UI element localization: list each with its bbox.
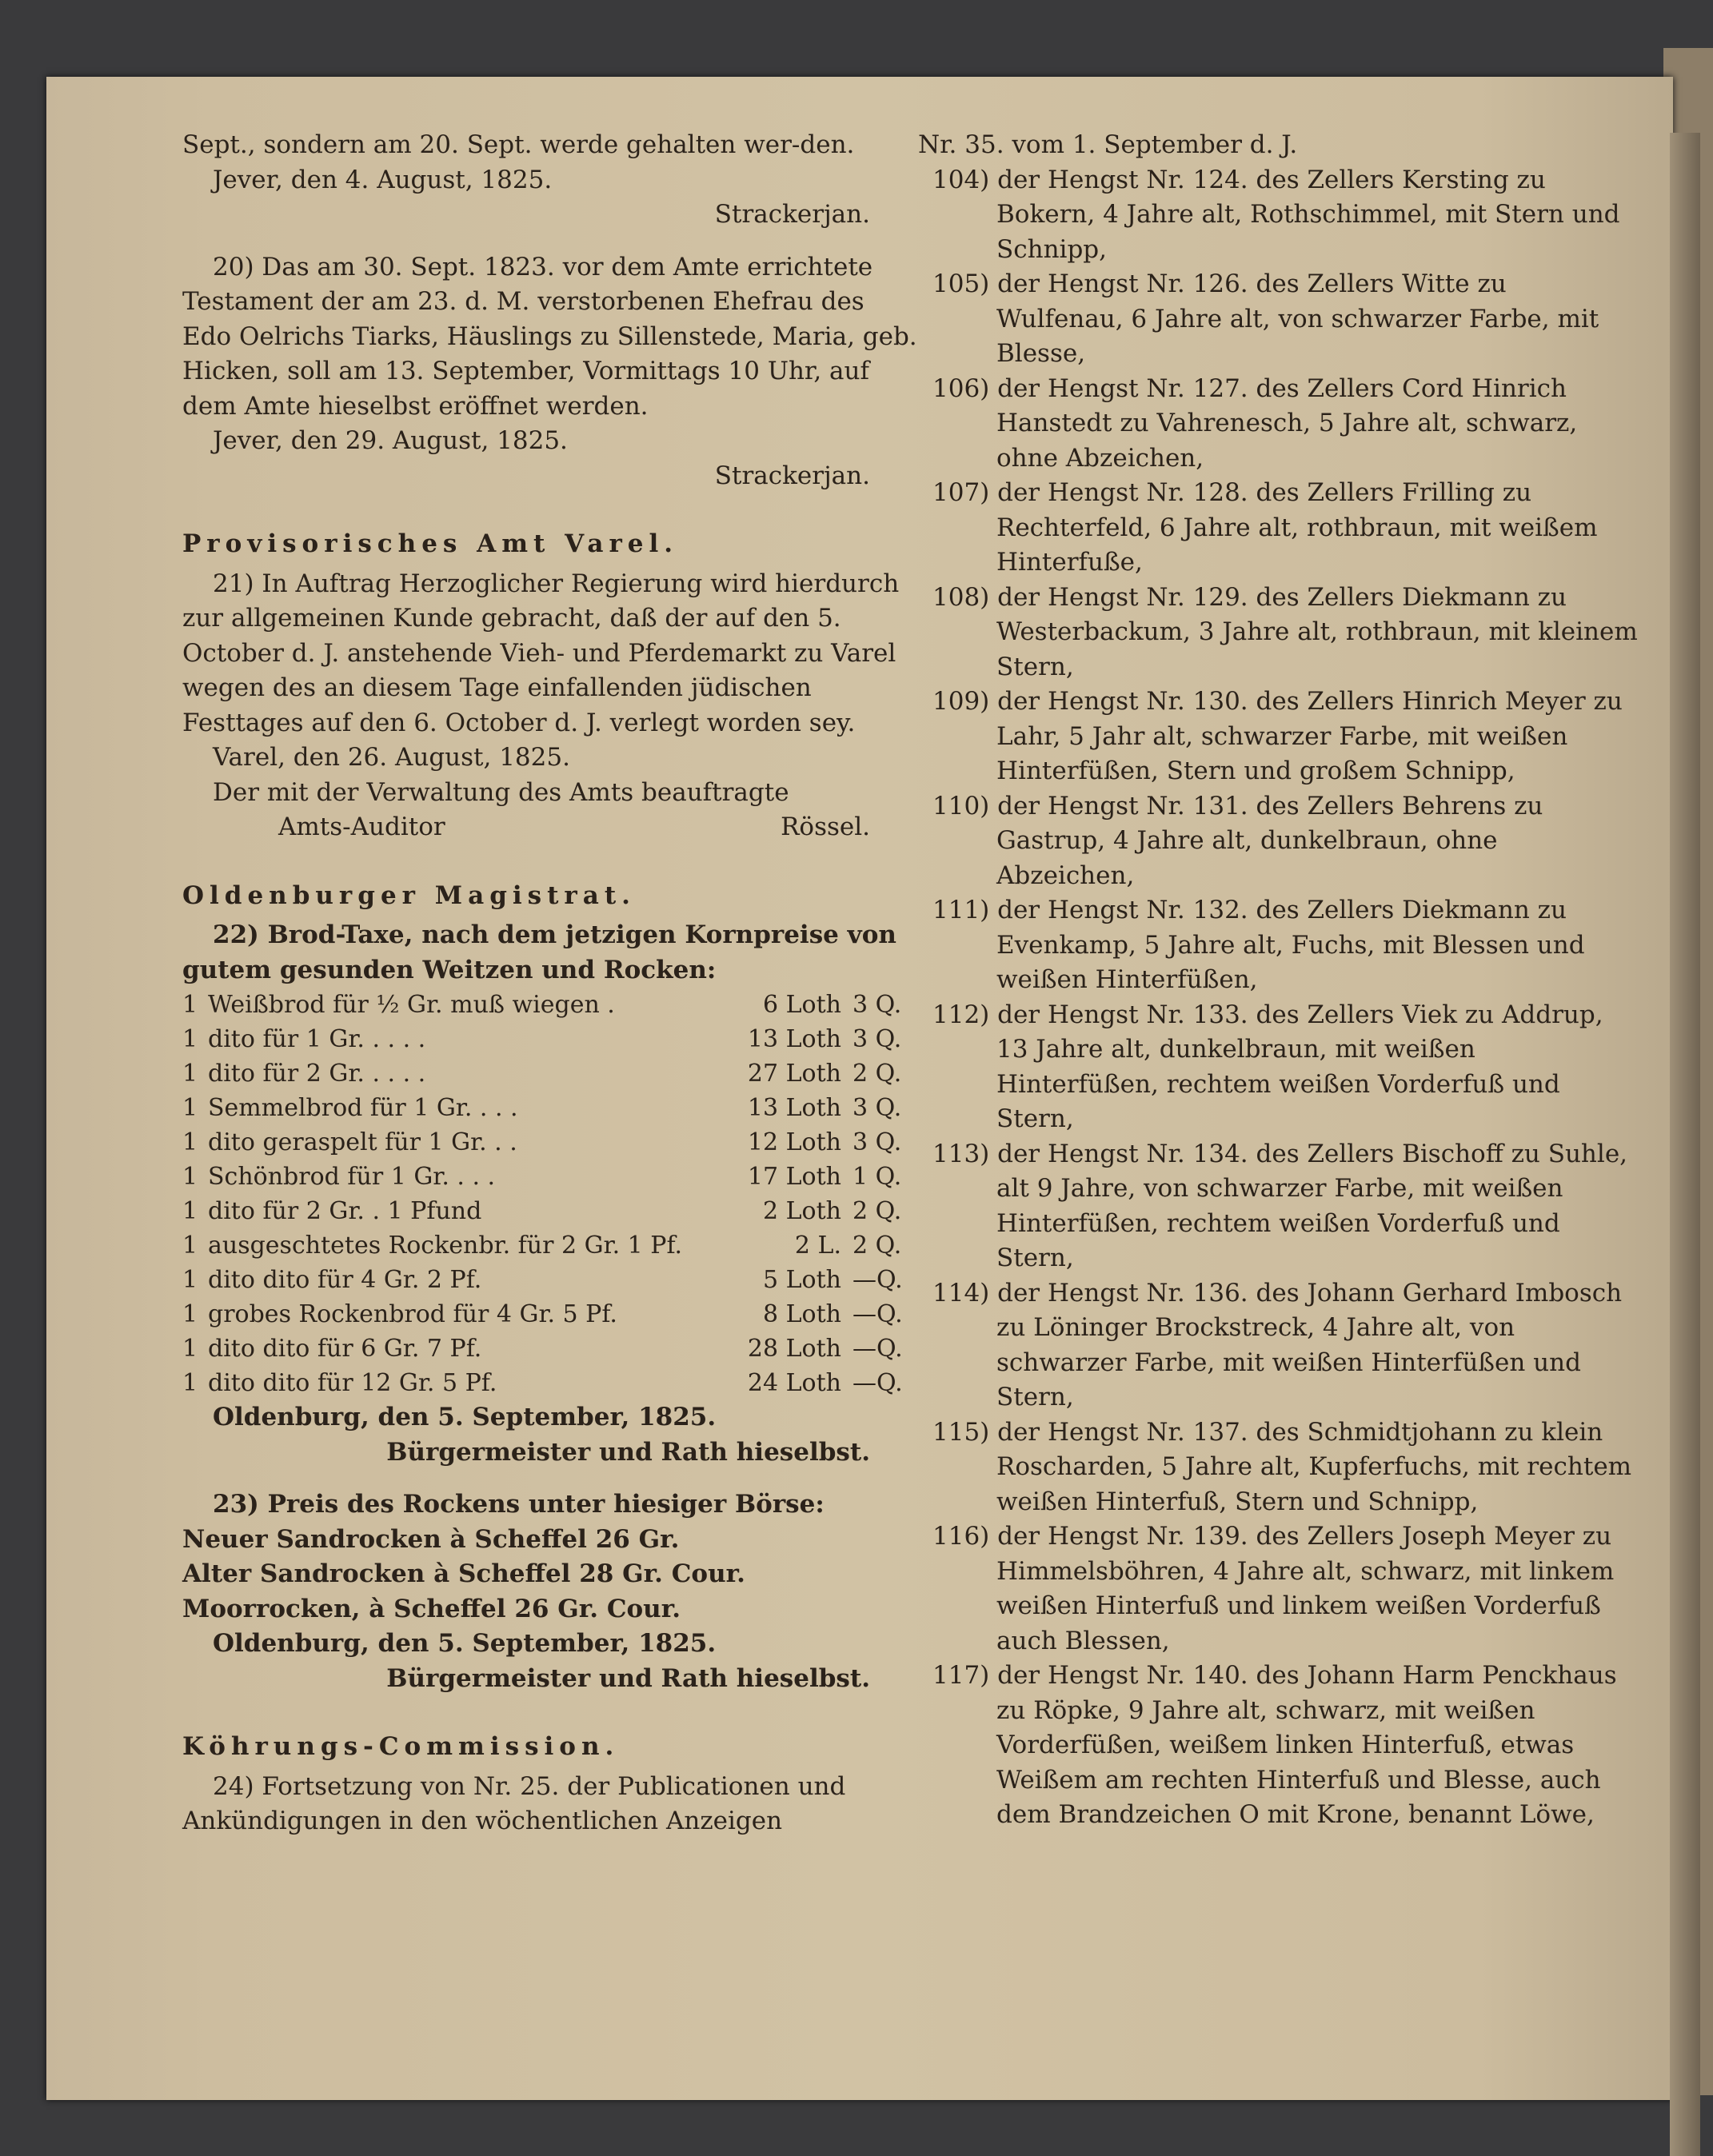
paragraph-19-end: Sept., sondern am 20. Sept. werde gehalten wer-den. [182, 130, 855, 159]
price-line: Neuer Sandrocken à Scheffel 26 Gr. [182, 1524, 680, 1554]
table-cell-weight: 27 Loth [747, 1060, 841, 1088]
signature-name: Rössel. [781, 812, 870, 841]
section-heading: Provisorisches Amt Varel. [182, 529, 679, 558]
list-item: 116) der Hengst Nr. 139. des Zellers Joseph Meyer zu Himmelsböhren, 4 Jahre alt, schwarz, mit linkem weißen Hinterfuß und linkem weißen Vorderfuß auch Blessen, [932, 1522, 1615, 1655]
price-line: Alter Sandrocken à Scheffel 28 Gr. Cour. [182, 1559, 745, 1588]
table-cell-n: 1 [182, 1266, 198, 1294]
table-cell-n: 1 [182, 991, 198, 1019]
table-cell-weight: 28 Loth [747, 1335, 841, 1363]
dateline: Oldenburg, den 5. September, 1825. [213, 1403, 717, 1431]
table-cell-item: dito für 2 Gr. . . . . [208, 1060, 426, 1088]
table-cell-item: Semmelbrod für 1 Gr. . . . [208, 1094, 518, 1122]
table-cell-n: 1 [182, 1094, 198, 1122]
table-cell-weight: 2 L. [794, 1232, 841, 1260]
table-cell-n: 1 [182, 1335, 198, 1363]
table-cell-item: dito geraspelt für 1 Gr. . . [208, 1128, 517, 1156]
table-cell-weight: 8 Loth [763, 1300, 841, 1328]
signature-line: Der mit der Verwaltung des Amts beauftragte [213, 777, 789, 807]
table-row [182, 1228, 918, 1263]
paragraph-22: 22) Brod-Taxe, nach dem jetzigen Kornpreise von gutem gesunden Weitzen und Rocken: [182, 920, 896, 984]
table-cell-n: 1 [182, 1300, 198, 1328]
table-cell-weight: 12 Loth [747, 1128, 841, 1156]
list-item: 107) der Hengst Nr. 128. des Zellers Frilling zu Rechterfeld, 6 Jahre alt, rothbraun, mit weißem Hinterfuße, [932, 478, 1598, 577]
list-item: 113) der Hengst Nr. 134. des Zellers Bischoff zu Suhle, alt 9 Jahre, von schwarzer Farbe, mit weißen Hinterfüßen, rechtem weißen Vorderfuß und Stern, [932, 1139, 1628, 1272]
table-row [182, 1297, 918, 1332]
dateline: Jever, den 29. August, 1825. [213, 426, 568, 455]
table-row [182, 1263, 918, 1297]
table-cell-q: —Q. [853, 1369, 903, 1397]
table-cell-n: 1 [182, 1025, 198, 1053]
list-item: 104) der Hengst Nr. 124. des Zellers Kersting zu Bokern, 4 Jahre alt, Rothschimmel, mit Stern und Schnipp, [932, 165, 1620, 264]
table-row [182, 1091, 918, 1125]
table-cell-q: 3 Q. [853, 1025, 902, 1053]
table-cell-weight: 5 Loth [763, 1266, 841, 1294]
table-cell-weight: 13 Loth [747, 1025, 841, 1053]
table-cell-n: 1 [182, 1163, 198, 1191]
table-row [182, 1332, 918, 1366]
list-item: 110) der Hengst Nr. 131. des Zellers Behrens zu Gastrup, 4 Jahre alt, dunkelbraun, ohne Abzeichen, [932, 791, 1543, 890]
dateline: Jever, den 4. August, 1825. [213, 165, 553, 194]
signature: Strackerjan. [714, 461, 870, 490]
table-cell-n: 1 [182, 1128, 198, 1156]
right-column [918, 128, 1638, 1833]
table-cell-q: 1 Q. [853, 1163, 902, 1191]
signature-row [182, 810, 918, 845]
signature: Bürgermeister und Rath hieselbst. [386, 1437, 870, 1467]
table-cell-item: dito für 2 Gr. . 1 Pfund [208, 1197, 482, 1225]
table-cell-item: grobes Rockenbrod für 4 Gr. 5 Pf. [208, 1300, 617, 1328]
list-item: 111) der Hengst Nr. 132. des Zellers Diekmann zu Evenkamp, 5 Jahre alt, Fuchs, mit Blessen und weißen Hinterfüßen, [932, 896, 1585, 994]
table-cell-q: 2 Q. [853, 1060, 902, 1088]
table-cell-item: Schönbrod für 1 Gr. . . . [208, 1163, 496, 1191]
table-row [182, 1194, 918, 1228]
table-cell-item: Weißbrod für ½ Gr. muß wiegen . [208, 991, 615, 1019]
table-cell-q: 3 Q. [853, 1128, 902, 1156]
list-item: 115) der Hengst Nr. 137. des Schmidtjohann zu klein Roscharden, 5 Jahre alt, Kupferfuchs, mit rechtem weißen Hinterfuß, Stern und Schnipp, [932, 1417, 1632, 1516]
table-row [182, 1125, 918, 1160]
list-item: 114) der Hengst Nr. 136. des Johann Gerhard Imbosch zu Löninger Brockstreck, 4 Jahre alt, von schwarzer Farbe, mit weißen Hinterfüßen und Stern, [932, 1278, 1623, 1411]
table-cell-q: —Q. [853, 1300, 903, 1328]
price-line: Moorrocken, à Scheffel 26 Gr. Cour. [182, 1594, 681, 1623]
dateline: Oldenburg, den 5. September, 1825. [213, 1629, 717, 1658]
list-item: 109) der Hengst Nr. 130. des Zellers Hinrich Meyer zu Lahr, 5 Jahr alt, schwarzer Farbe, mit weißen Hinterfüßen, Stern und großem Schnipp, [932, 687, 1623, 785]
table-cell-n: 1 [182, 1060, 198, 1088]
table-cell-weight: 17 Loth [747, 1163, 841, 1191]
signature: Bürgermeister und Rath hieselbst. [386, 1663, 870, 1693]
table-cell-weight: 13 Loth [747, 1094, 841, 1122]
left-column [182, 128, 918, 1839]
horse-list [918, 163, 1638, 1833]
dateline: Varel, den 26. August, 1825. [213, 743, 570, 772]
paragraph-20: 20) Das am 30. Sept. 1823. vor dem Amte errichtete Testament der am 23. d. M. verstorbenen Ehefrau des Edo Oelrichs Tiarks, Häuslings zu Sillenstede, Maria, geb. Hicken, soll am 13. September, Vormittags 10 Uhr, auf dem Amte hieselbst eröffnet werden. [182, 252, 917, 421]
table-cell-item: ausgeschtetes Rockenbr. für 2 Gr. 1 Pf. [208, 1232, 683, 1260]
table-cell-weight: 2 Loth [763, 1197, 841, 1225]
table-cell-q: 2 Q. [853, 1232, 902, 1260]
table-cell-n: 1 [182, 1232, 198, 1260]
list-item: 112) der Hengst Nr. 133. des Zellers Viek zu Addrup, 13 Jahre alt, dunkelbraun, mit weißen Hinterfüßen, rechtem weißen Vorderfuß und Stern, [932, 1000, 1603, 1133]
table-cell-q: —Q. [853, 1335, 903, 1363]
table-cell-q: —Q. [853, 1266, 903, 1294]
bread-price-table [182, 988, 918, 1400]
paragraph-continuation: Nr. 35. vom 1. September d. J. [918, 130, 1298, 159]
table-cell-n: 1 [182, 1197, 198, 1225]
list-item: 108) der Hengst Nr. 129. des Zellers Diekmann zu Westerbackum, 3 Jahre alt, rothbraun, mit kleinem Stern, [932, 582, 1638, 681]
table-cell-item: dito für 1 Gr. . . . . [208, 1025, 426, 1053]
table-row [182, 988, 918, 1022]
paragraph-21: 21) In Auftrag Herzoglicher Regierung wird hierdurch zur allgemeinen Kunde gebracht, daß der auf den 5. October d. J. anstehende Vieh- und Pferdemarkt zu Varel wegen des an diesem Tage einfallenden jüdischen Festtages auf den 6. October d. J. verlegt worden sey. [182, 569, 900, 737]
paragraph-23: 23) Preis des Rockens unter hiesiger Börse: [213, 1490, 825, 1519]
list-item: 117) der Hengst Nr. 140. des Johann Harm Penckhaus zu Röpke, 9 Jahre alt, schwarz, mit weißen Vorderfüßen, weißem linken Hinterfuß, etwas Weißem am rechten Hinterfuß und Blesse, auch dem Brandzeichen O mit Krone, benannt Löwe, [932, 1661, 1617, 1829]
table-row [182, 1160, 918, 1194]
table-cell-item: dito dito für 12 Gr. 5 Pf. [208, 1369, 497, 1397]
signature-title: Amts-Auditor [278, 812, 445, 841]
table-row [182, 1022, 918, 1056]
signature: Strackerjan. [714, 200, 870, 229]
table-cell-q: 3 Q. [853, 1094, 902, 1122]
section-heading: Köhrungs-Commission. [182, 1732, 620, 1761]
table-row [182, 1366, 918, 1400]
table-cell-n: 1 [182, 1369, 198, 1397]
table-cell-item: dito dito für 6 Gr. 7 Pf. [208, 1335, 482, 1363]
book-gutter [1670, 133, 1700, 2156]
paragraph-24: 24) Fortsetzung von Nr. 25. der Publicationen und Ankündigungen in den wöchentlichen Anzeigen [182, 1771, 846, 1835]
list-item: 106) der Hengst Nr. 127. des Zellers Cord Hinrich Hanstedt zu Vahrenesch, 5 Jahre alt, schwarz, ohne Abzeichen, [932, 373, 1578, 473]
list-item: 105) der Hengst Nr. 126. des Zellers Witte zu Wulfenau, 6 Jahre alt, von schwarzer Farbe, mit Blesse, [932, 270, 1599, 368]
table-cell-q: 2 Q. [853, 1197, 902, 1225]
section-heading: Oldenburger Magistrat. [182, 880, 636, 910]
table-cell-weight: 6 Loth [763, 991, 841, 1019]
table-row [182, 1056, 918, 1091]
table-cell-q: 3 Q. [853, 991, 902, 1019]
table-cell-item: dito dito für 4 Gr. 2 Pf. [208, 1266, 482, 1294]
table-cell-weight: 24 Loth [747, 1369, 841, 1397]
